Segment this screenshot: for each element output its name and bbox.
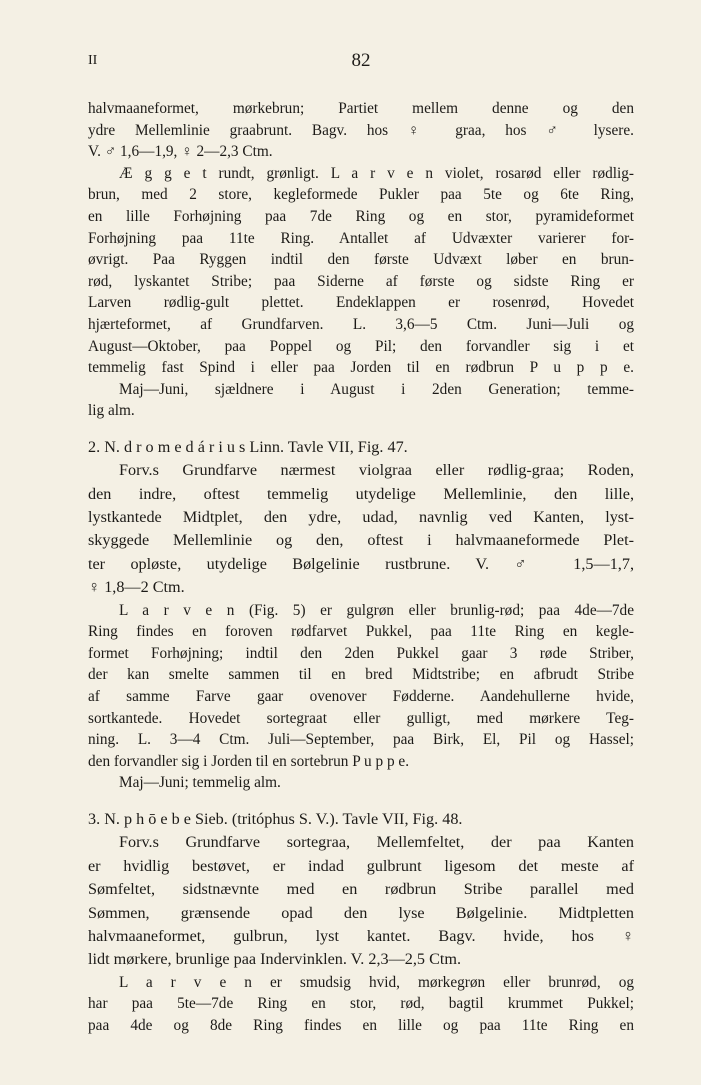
text-line: sortkantede. Hovedet sortegraat eller gulligt, med mørkere Teg-: [88, 709, 634, 727]
text-line: af samme Farve gaar ovenover Fødderne. Aandehullerne hvide,: [88, 688, 634, 706]
text-line: L a r v e n (Fig. 5) er gulgrøn eller brunlig-rød; paa 4de—7de: [119, 601, 634, 619]
text-line: Æ g g e t rundt, grønligt. L a r v e n violet, rosarød eller rødlig-: [119, 164, 634, 182]
signature-mark: II: [88, 53, 98, 68]
text-line: rød, lyskantet Stribe; paa Siderne af første og sidste Ring er: [88, 272, 634, 290]
text-line: har paa 5te—7de Ring en stor, rød, bagtil krummet Pukkel;: [88, 995, 634, 1013]
text-line: lystkantede Midtplet, den ydre, udad, navnlig ved Kanten, lyst-: [88, 508, 634, 527]
species-2-larva: [88, 600, 634, 794]
text-line: V. ♂ 1,6—1,9, ♀ 2—2,3 Ctm.: [88, 143, 273, 161]
text-line: temmelig fast Spind i eller paa Jorden til en rødbrun P u p p e.: [88, 359, 634, 377]
text-line: L a r v e n er smudsig hvid, mørkegrøn eller brunrød, og: [119, 973, 634, 991]
text-line: Larven rødlig-gult plettet. Endeklappen er rosenrød, Hovedet: [88, 294, 634, 312]
text-line: halvmaaneformet, mørkebrun; Partiet mellem denne og den: [88, 100, 634, 117]
species-2-entry: [88, 436, 634, 600]
text-line: hjærteformet, af Grundfarven. L. 3,6—5 Ctm. Juni—Juli og: [88, 315, 634, 333]
text-line: er hvidlig bestøvet, er indad gulbrunt ligesom det meste af: [88, 856, 634, 875]
text-line: Forv.s Grundfarve sortegraa, Mellemfeltet, der paa Kanten: [119, 833, 634, 852]
text-line: ning. L. 3—4 Ctm. Juli—September, paa Birk, El, Pil og Hassel;: [88, 731, 634, 749]
species-3-larva: [88, 972, 634, 1037]
species-3-entry: [88, 808, 634, 972]
body-text: [88, 98, 634, 1037]
text-line: den forvandler sig i Jorden til en sortebrun P u p p e.: [88, 752, 410, 770]
text-line: lidt mørkere, brunlige paa Indervinklen. V. 2,3—2,5 Ctm.: [88, 950, 461, 969]
text-line: lig alm.: [88, 402, 135, 420]
page-header: [88, 50, 634, 76]
text-line: øvrigt. Paa Ryggen indtil den første Udvæxt løber en brun-: [88, 251, 634, 269]
text-line: halvmaaneformet, gulbrun, lyst kantet. Bagv. hvide, hos ♀: [88, 926, 634, 945]
text-line: Ring findes en foroven rødfarvet Pukkel, paa 11te Ring en kegle-: [88, 623, 634, 641]
text-line: Sømmen, grænsende opad den lyse Bølgelinie. Midtpletten: [88, 903, 634, 922]
species-heading: 2. N. d r o m e d á r i u s Linn. Tavle VII, Fig. 47.: [88, 437, 408, 456]
text-line: Maj—Juni; temmelig alm.: [119, 774, 281, 792]
text-line: Sømfeltet, sidstnævnte med en rødbrun Stribe parallel med: [88, 880, 634, 899]
text-line: ♀ 1,8—2 Ctm.: [88, 578, 185, 597]
text-line: ter opløste, utydelige Bølgelinie rustbrune. V. ♂ 1,5—1,7,: [88, 554, 634, 573]
text-line: ydre Mellemlinie graabrunt. Bagv. hos ♀ graa, hos ♂ lysere.: [88, 121, 634, 139]
text-line: brun, med 2 store, kegleformede Pukler paa 5te og 6te Ring,: [88, 186, 634, 204]
text-line: der kan smelte sammen til en bred Midtstribe; en afbrudt Stribe: [88, 666, 634, 684]
text-line: den indre, oftest temmelig utydelige Mellemlinie, den lille,: [88, 484, 634, 503]
text-line: paa 4de og 8de Ring findes en lille og paa 11te Ring en: [88, 1016, 634, 1034]
text-line: Forhøjning paa 11te Ring. Antallet af Udvæxter varierer for-: [88, 229, 634, 247]
text-line: August—Oktober, paa Poppel og Pil; den forvandler sig i et: [88, 337, 634, 355]
text-line: en lille Forhøjning paa 7de Ring og en stor, pyramideformet: [88, 207, 634, 225]
text-line: formet Forhøjning; indtil den 2den Pukkel gaar 3 røde Striber,: [88, 644, 634, 662]
text-line: Forv.s Grundfarve nærmest violgraa eller rødlig-graa; Roden,: [119, 461, 634, 480]
page-number: 82: [351, 50, 371, 71]
text-line: Maj—Juni, sjældnere i August i 2den Generation; temme-: [119, 380, 634, 398]
species-1-description-end: [88, 98, 634, 422]
text-line: skyggede Mellemlinie og den, oftest i halvmaaneformede Plet-: [88, 531, 634, 550]
species-heading: 3. N. p h ō e b e Sieb. (tritóphus S. V.). Tavle VII, Fig. 48.: [88, 809, 463, 828]
